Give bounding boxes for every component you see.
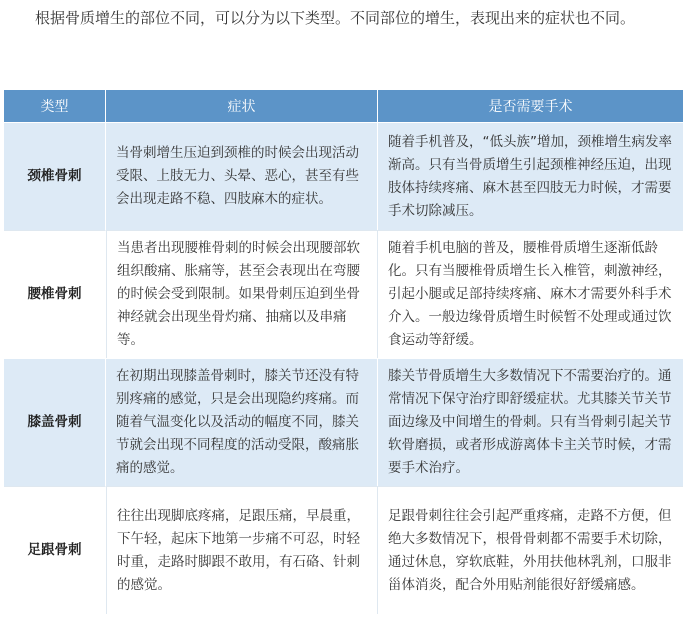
header-type: 类型 (4, 90, 106, 122)
symptom-cell: 往往出现脚底疼痛，足跟压痛，早晨重，下午轻，起床下地第一步痛不可忍，时轻时重，走路时脚跟不敢用，有石硌、针刺的感觉。 (106, 486, 378, 614)
symptom-cell: 当骨刺增生压迫到颈椎的时候会出现活动受限、上肢无力、头晕、恶心，甚至有些会出现走路不稳、四肢麻木的症状。 (106, 122, 378, 230)
type-cell: 颈椎骨刺 (4, 122, 106, 230)
surgery-cell: 足跟骨刺往往会引起严重疼痛，走路不方便，但绝大多数情况下，根骨骨刺都不需要手术切除，通过休息，穿软底鞋，外用扶他林乳剂，口服非甾体消炎，配合外用贴剂能很好舒缓痛感。 (378, 486, 683, 614)
table-row (4, 230, 683, 358)
type-cell: 腰椎骨刺 (4, 230, 106, 358)
table-row (4, 122, 683, 230)
table-header-row (4, 90, 683, 122)
symptom-cell: 当患者出现腰椎骨刺的时候会出现腰部软组织酸痛、胀痛等，甚至会表现出在弯腰的时候会受到限制。如果骨刺压迫到坐骨神经就会出现坐骨灼痛、抽痛以及串痛等。 (106, 230, 378, 358)
table-row (4, 358, 683, 486)
surgery-cell: 随着手机电脑的普及，腰椎骨质增生逐渐低龄化。只有当腰椎骨质增生长入椎管，刺激神经，引起小腿或足部持续疼痛、麻木才需要外科手术介入。一般边缘骨质增生时候暂不处理或通过饮食运动等舒缓。 (378, 230, 683, 358)
intro-paragraph: 根据骨质增生的部位不同，可以分为以下类型。不同部位的增生，表现出来的症状也不同。 (35, 9, 636, 27)
header-symptom: 症状 (106, 90, 378, 122)
symptom-cell: 在初期出现膝盖骨刺时，膝关节还没有特别疼痛的感觉，只是会出现隐约疼痛。而随着气温变化以及活动的幅度不同，膝关节就会出现不同程度的活动受限，酸痛胀痛的感觉。 (106, 358, 378, 486)
bone-spur-table (4, 90, 683, 614)
table-row (4, 486, 683, 614)
header-surgery: 是否需要手术 (378, 90, 683, 122)
type-cell: 足跟骨刺 (4, 486, 106, 614)
type-cell: 膝盖骨刺 (4, 358, 106, 486)
surgery-cell: 随着手机普及，“低头族”增加，颈椎增生病发率渐高。只有当骨质增生引起颈椎神经压迫，出现肢体持续疼痛、麻木甚至四肢无力时候，才需要手术切除减压。 (378, 122, 683, 230)
surgery-cell: 膝关节骨质增生大多数情况下不需要治疗的。通常情况下保守治疗即舒缓症状。尤其膝关节关节面边缘及中间增生的骨刺。只有当骨刺引起关节软骨磨损，或者形成游离体卡主关节时候，才需要手术治疗。 (378, 358, 683, 486)
